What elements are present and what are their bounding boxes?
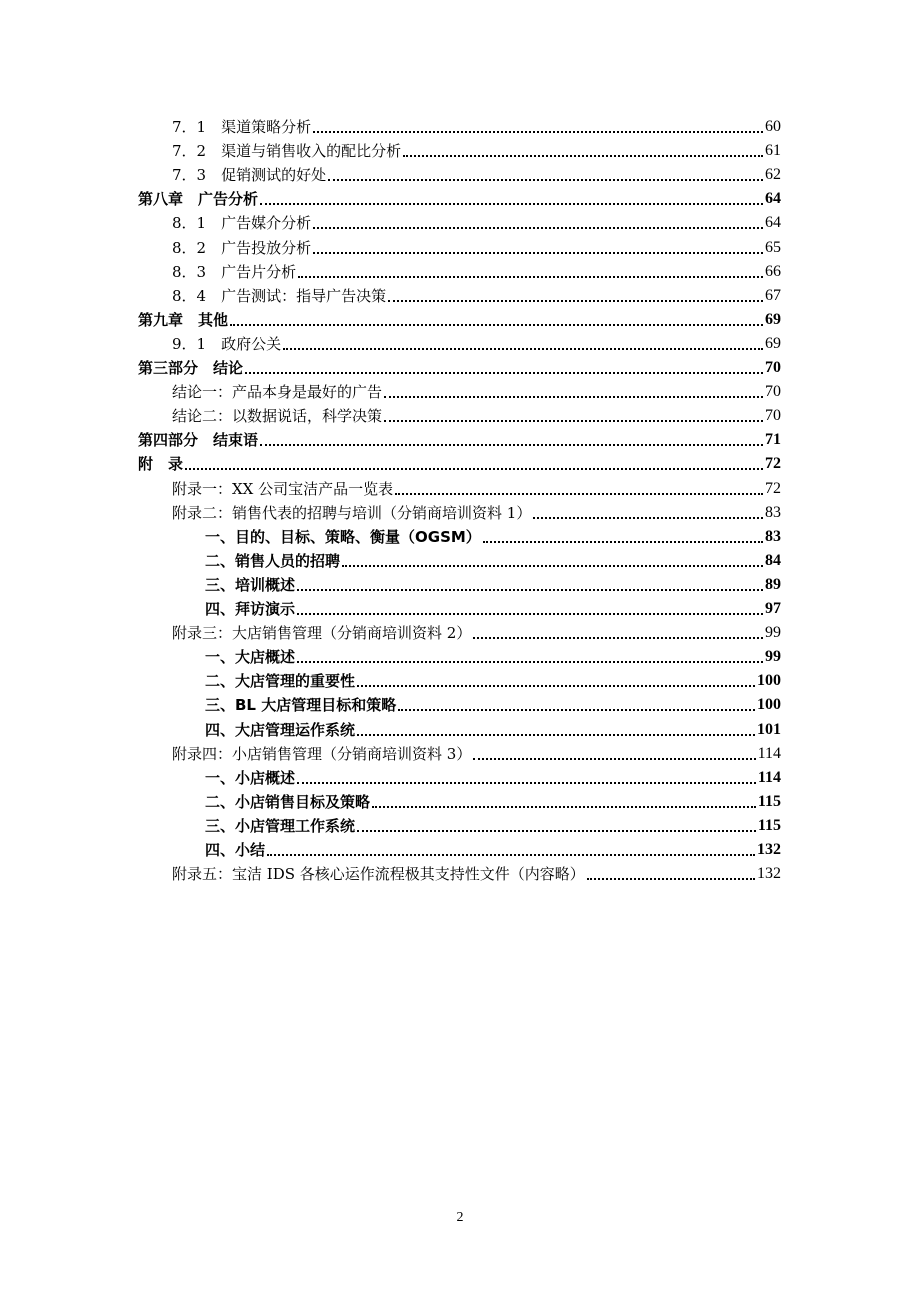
toc-entry-title: 附 录 bbox=[138, 455, 184, 474]
toc-entry-title: 7．3 促销测试的好处 bbox=[172, 166, 327, 185]
toc-dot-leader bbox=[483, 541, 763, 543]
toc-dot-leader bbox=[297, 782, 756, 784]
toc-dot-leader bbox=[384, 420, 763, 422]
toc-dot-leader bbox=[313, 252, 763, 254]
toc-entry-title: 四、大店管理运作系统 bbox=[205, 720, 356, 739]
toc-dot-leader bbox=[342, 565, 763, 567]
toc-entry-page: 84 bbox=[765, 551, 781, 569]
toc-entry-page: 70 bbox=[765, 359, 781, 376]
toc-entry-page: 70 bbox=[765, 383, 781, 401]
toc-dot-leader bbox=[533, 517, 763, 519]
toc-entry[interactable] bbox=[172, 329, 781, 353]
toc-entry[interactable] bbox=[172, 859, 781, 883]
toc-entry-title: 一、大店概述 bbox=[205, 648, 296, 667]
toc-dot-leader bbox=[297, 661, 763, 663]
toc-entry-page: 66 bbox=[765, 262, 781, 280]
toc-entry[interactable] bbox=[205, 594, 781, 618]
toc-entry[interactable] bbox=[172, 257, 781, 281]
toc-entry-title: 第三部分 结论 bbox=[138, 359, 244, 377]
toc-dot-leader bbox=[587, 878, 755, 880]
toc-entry-title: 7．1 渠道策略分析 bbox=[172, 118, 312, 136]
toc-entry-title: 第八章 广告分析 bbox=[138, 190, 259, 209]
toc-entry-title: 9．1 政府公关 bbox=[172, 334, 282, 353]
toc-entry-page: 72 bbox=[765, 479, 781, 497]
toc-entry[interactable] bbox=[172, 474, 781, 498]
toc-entry-page: 101 bbox=[757, 720, 781, 738]
toc-dot-leader bbox=[267, 854, 755, 856]
toc-entry[interactable] bbox=[138, 305, 781, 329]
toc-entry-page: 64 bbox=[765, 214, 781, 232]
toc-entry[interactable] bbox=[205, 642, 781, 666]
toc-entry-page: 69 bbox=[765, 334, 781, 352]
toc-dot-leader bbox=[384, 396, 763, 398]
toc-dot-leader bbox=[357, 830, 756, 832]
toc-entry-title: 第四部分 结束语 bbox=[138, 431, 259, 450]
toc-entry-page: 115 bbox=[757, 792, 781, 810]
toc-entry-page: 132 bbox=[757, 841, 781, 858]
toc-entry-page: 99 bbox=[765, 624, 781, 642]
toc-entry-title: 三、BL 大店管理目标和策略 bbox=[205, 696, 397, 715]
toc-entry[interactable] bbox=[172, 136, 781, 160]
toc-dot-leader bbox=[398, 709, 755, 711]
toc-dot-leader bbox=[260, 203, 763, 205]
toc-entry-title: 二、大店管理的重要性 bbox=[205, 672, 356, 691]
toc-entry[interactable] bbox=[205, 715, 781, 739]
toc-entry-title: 附录二：销售代表的招聘与培训（分销商培训资料 1） bbox=[172, 503, 532, 522]
toc-dot-leader bbox=[395, 493, 763, 495]
toc-entry[interactable] bbox=[205, 666, 781, 690]
toc-entry[interactable] bbox=[138, 425, 781, 449]
toc-entry-page: 60 bbox=[765, 118, 781, 135]
toc-entry[interactable] bbox=[172, 160, 781, 184]
toc-dot-leader bbox=[403, 155, 763, 157]
toc-entry[interactable] bbox=[205, 835, 781, 859]
toc-entry-title: 一、目的、目标、策略、衡量（OGSM） bbox=[205, 527, 481, 546]
toc-entry-title: 四、小结 bbox=[205, 841, 266, 859]
toc-entry-title: 二、小店销售目标及策略 bbox=[205, 792, 371, 811]
toc-entry[interactable] bbox=[172, 401, 781, 425]
toc-dot-leader bbox=[473, 637, 763, 639]
toc-entry-title: 四、拜访演示 bbox=[205, 600, 296, 618]
toc-entry-page: 97 bbox=[765, 600, 781, 617]
toc-entry-title: 附录三：大店销售管理（分销商培训资料 2） bbox=[172, 624, 472, 643]
toc-entry-title: 第九章 其他 bbox=[138, 310, 229, 329]
toc-entry[interactable] bbox=[138, 353, 781, 377]
toc-entry-page: 100 bbox=[757, 672, 781, 690]
toc-entry[interactable] bbox=[172, 618, 781, 642]
toc-dot-leader bbox=[357, 685, 755, 687]
toc-entry-title: 三、培训概述 bbox=[205, 575, 296, 594]
toc-entry[interactable] bbox=[205, 570, 781, 594]
toc-dot-leader bbox=[185, 468, 763, 470]
toc-entry-page: 100 bbox=[757, 696, 781, 714]
toc-entry-page: 70 bbox=[765, 407, 781, 425]
toc-entry-page: 62 bbox=[765, 166, 781, 184]
toc-dot-leader bbox=[245, 372, 763, 374]
toc-entry-page: 67 bbox=[765, 286, 781, 304]
page-number: 2 bbox=[456, 1210, 464, 1225]
toc-entry[interactable] bbox=[205, 787, 781, 811]
toc-entry-title: 一、小店概述 bbox=[205, 768, 296, 787]
toc-dot-leader bbox=[357, 734, 755, 736]
toc-dot-leader bbox=[298, 276, 763, 278]
toc-entry[interactable] bbox=[205, 763, 781, 787]
toc-dot-leader bbox=[328, 179, 763, 181]
toc-entry-title: 8．3 广告片分析 bbox=[172, 262, 297, 281]
toc-entry-title: 8．4 广告测试：指导广告决策 bbox=[172, 286, 387, 305]
toc-entry-title: 附录五：宝洁 IDS 各核心运作流程极其支持性文件（内容略） bbox=[172, 865, 585, 884]
toc-entry[interactable] bbox=[172, 377, 781, 401]
toc-entry-title: 结论一：产品本身是最好的广告 bbox=[172, 383, 383, 402]
toc-dot-leader bbox=[297, 589, 763, 591]
toc-entry[interactable] bbox=[205, 522, 781, 546]
toc-entry-page: 89 bbox=[765, 575, 781, 593]
toc-entry-page: 115 bbox=[757, 816, 781, 834]
toc-dot-leader bbox=[313, 131, 763, 133]
toc-entry-page: 71 bbox=[765, 431, 781, 449]
toc-dot-leader bbox=[283, 348, 763, 350]
toc-dot-leader bbox=[260, 444, 763, 446]
toc-entry[interactable] bbox=[172, 233, 781, 257]
toc-entry[interactable] bbox=[172, 498, 781, 522]
toc-entry-page: 99 bbox=[765, 648, 781, 666]
toc-dot-leader bbox=[313, 227, 763, 229]
toc-entry-title: 8．1 广告媒介分析 bbox=[172, 214, 312, 233]
toc-entry-page: 114 bbox=[757, 768, 781, 786]
toc-entry-page: 69 bbox=[765, 310, 781, 328]
toc-entry-title: 附录四：小店销售管理（分销商培训资料 3） bbox=[172, 744, 472, 763]
toc-entry-page: 132 bbox=[757, 865, 781, 883]
toc-entry[interactable] bbox=[205, 690, 781, 714]
toc-entry-title: 7．2 渠道与销售收入的配比分析 bbox=[172, 142, 402, 161]
toc-entry-page: 72 bbox=[765, 455, 781, 473]
toc-entry[interactable] bbox=[172, 281, 781, 305]
toc-dot-leader bbox=[473, 758, 755, 760]
toc-entry-page: 83 bbox=[765, 527, 781, 545]
toc-entry-page: 114 bbox=[757, 744, 781, 762]
toc-entry-title: 8．2 广告投放分析 bbox=[172, 238, 312, 257]
toc-dot-leader bbox=[297, 613, 763, 615]
toc-entry-title: 附录一：XX 公司宝洁产品一览表 bbox=[172, 479, 394, 498]
toc-entry[interactable] bbox=[205, 546, 781, 570]
toc-entry-page: 61 bbox=[765, 142, 781, 160]
toc-entry[interactable] bbox=[172, 739, 781, 763]
toc-entry-page: 83 bbox=[765, 503, 781, 521]
toc-entry-title: 二、销售人员的招聘 bbox=[205, 551, 341, 570]
toc-entry[interactable] bbox=[138, 184, 781, 208]
toc-entry-title: 三、小店管理工作系统 bbox=[205, 816, 356, 835]
toc-dot-leader bbox=[372, 806, 756, 808]
toc-dot-leader bbox=[388, 300, 763, 302]
toc-entry-title: 结论二：以数据说话，科学决策 bbox=[172, 407, 383, 426]
toc-entry[interactable] bbox=[138, 449, 781, 473]
toc-entry[interactable] bbox=[172, 112, 781, 136]
toc-entry-page: 65 bbox=[765, 238, 781, 256]
toc-entry-page: 64 bbox=[765, 190, 781, 208]
toc-entry[interactable] bbox=[205, 811, 781, 835]
toc-entry[interactable] bbox=[172, 208, 781, 232]
toc-dot-leader bbox=[230, 324, 763, 326]
